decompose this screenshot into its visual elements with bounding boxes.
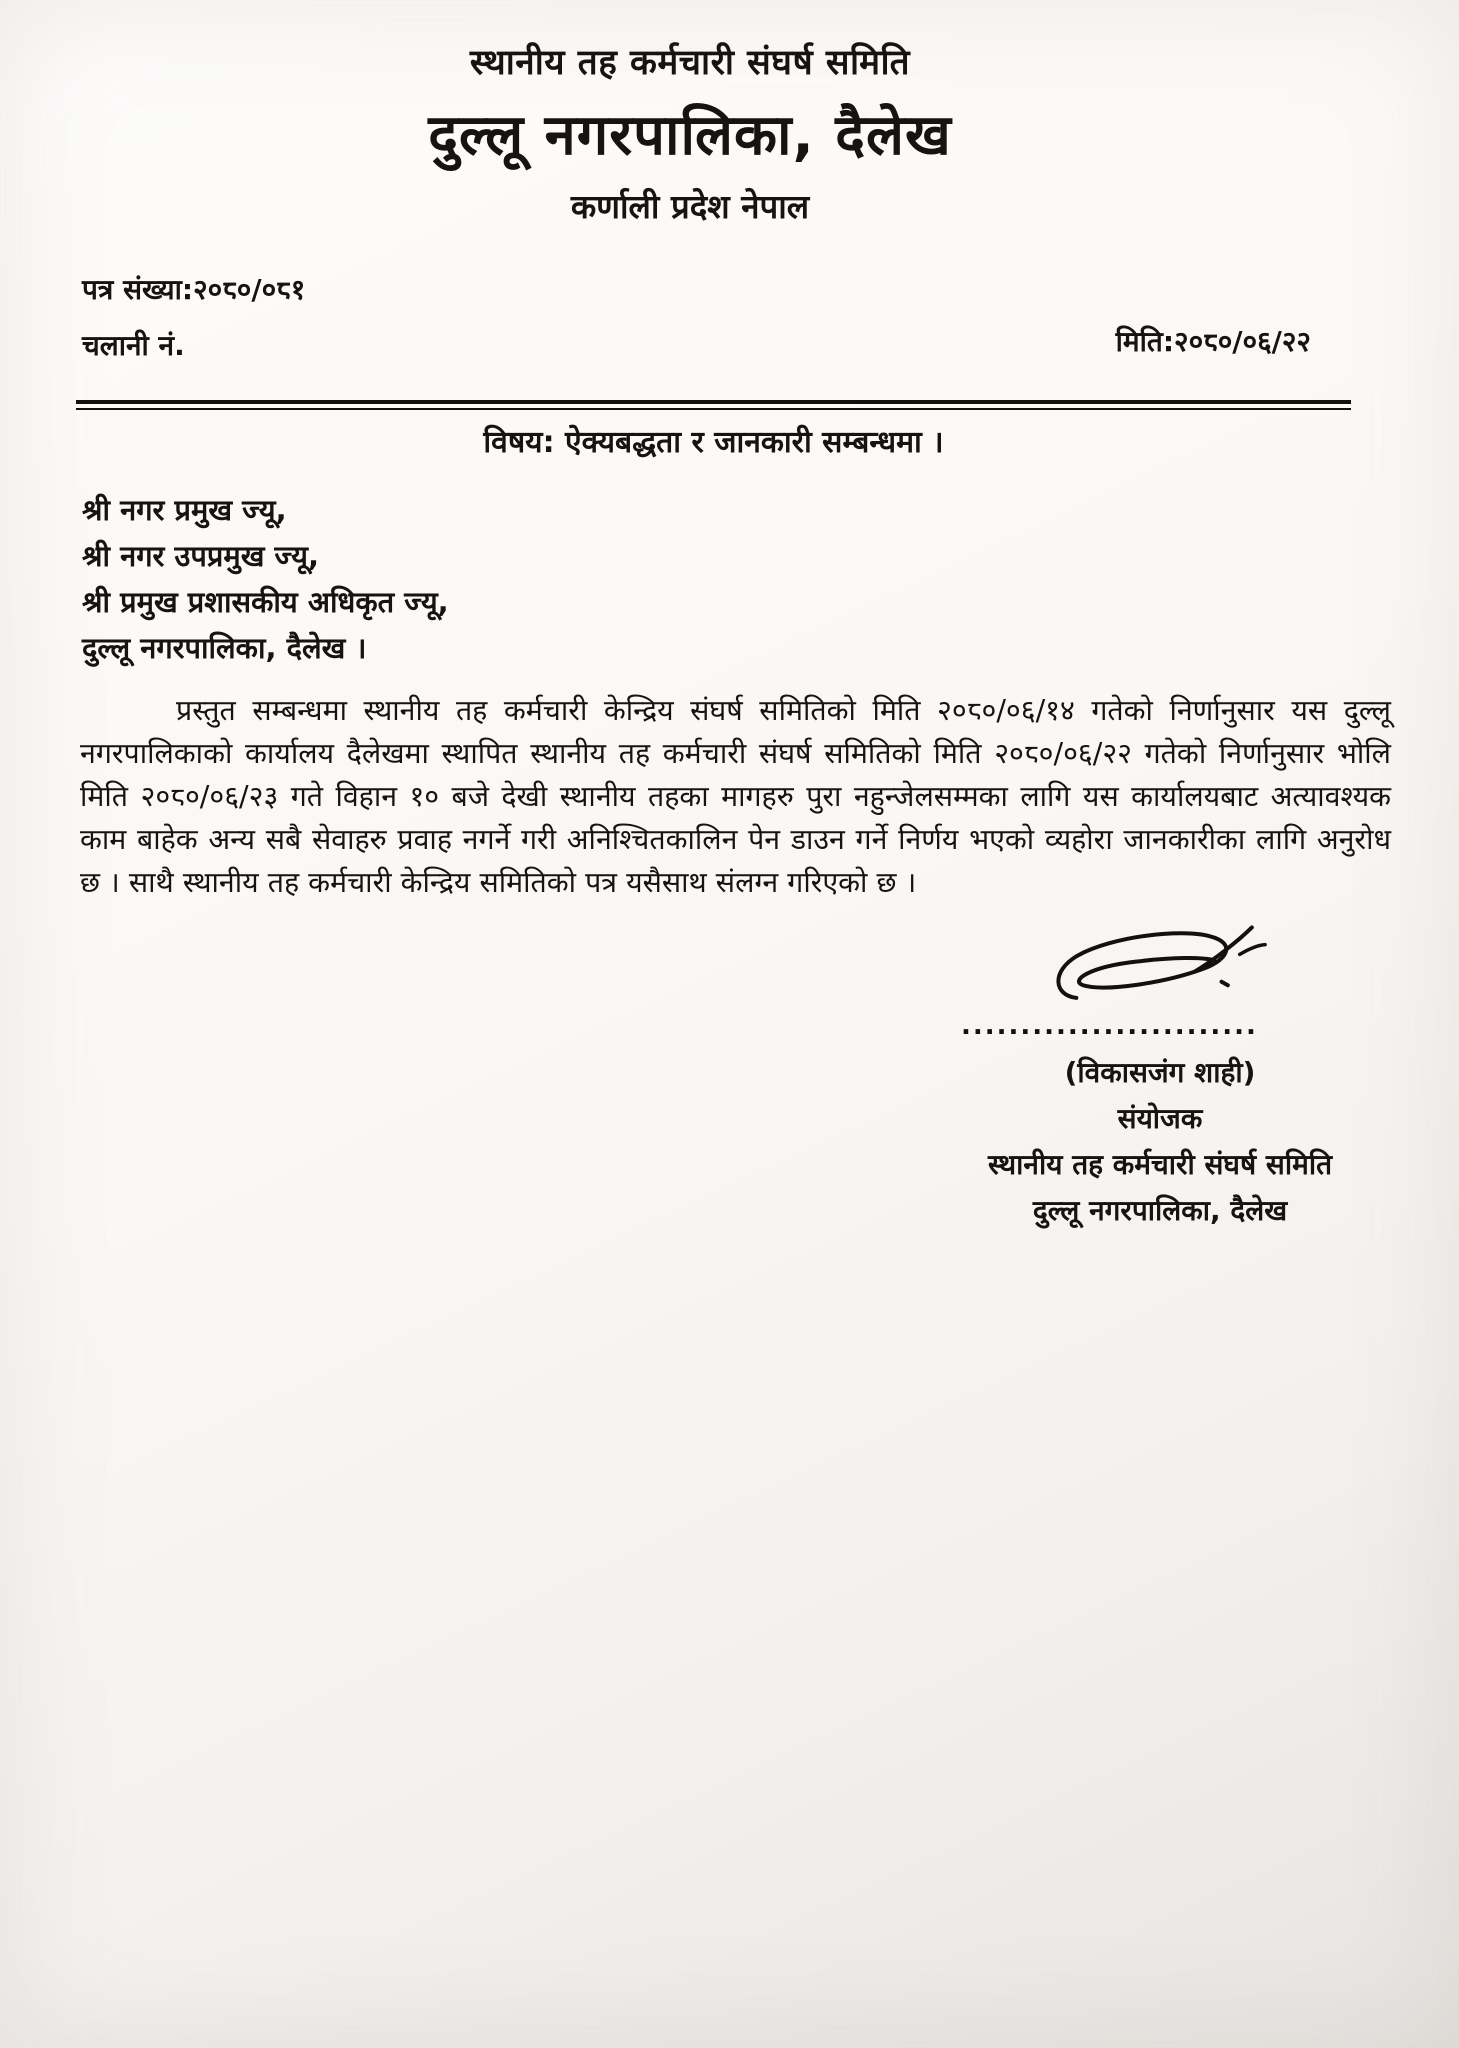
letterhead <box>0 0 1380 228</box>
letter-ref-number: पत्र संख्या:२०८०/०८१ <box>82 273 306 306</box>
handwritten-signature <box>1042 922 1278 1030</box>
addressee-deputy-mayor: श्री नगर उपप्रमुख ज्यू, <box>82 539 319 573</box>
letter-body-paragraph: प्रस्तुत सम्बन्धमा स्थानीय तह कर्मचारी केन्द्रिय संघर्ष समितिको मिति २०८०/०६/१४ गतेको निर्णानुसार यस दुल्लू नगरपालिकाको कार्यालय दैलेखमा स्थापित स्थानीय तह कर्मचारी संघर्ष समितिको मिति २०८०/०६/२२ गतेको निर्णानुसार भोलि मिति २०८०/०६/२३ गते विहान १० बजे देखी स्थानीय तहका मागहरु पुरा नहुन्जेलसम्मका लागि यस कार्यालयबाट अत्यावश्यक काम बाहेक अन्य सबै सेवाहरु प्रवाह नगर्ने गरी अनिश्चितकालिन पेन डाउन गर्ने निर्णय भएको व्यहोरा जानकारीका लागि अनुरोध छ । साथै स्थानीय तह कर्मचारी केन्द्रिय समितिको पत्र यसैसाथ संलग्न गरिएको छ । <box>80 694 1391 899</box>
addressee-list <box>82 487 1379 671</box>
letter-date: मिति:२०८०/०६/२२ <box>1115 325 1311 358</box>
addressee-mayor: श्री नगर प्रमुख ज्यू, <box>82 493 287 527</box>
addressee-chief-administrative-officer: श्री प्रमुख प्रशासकीय अधिकृत ज्यू, <box>82 585 449 619</box>
signatory-title: संयोजक <box>1117 1102 1203 1135</box>
letterhead-province-line: कर्णाली प्रदेश नेपाल <box>570 187 810 226</box>
letterhead-municipality-name: दुल्लू नगरपालिका, दैलेख <box>428 103 952 168</box>
signatory-name: (विकासजंग शाही) <box>1064 1056 1256 1089</box>
letterhead-divider-rule <box>76 400 1351 410</box>
signatory-organization: स्थानीय तह कर्मचारी संघर्ष समिति <box>987 1148 1333 1181</box>
dispatch-number-label: चलानी नं. <box>82 329 185 362</box>
signature-block <box>925 930 1395 1234</box>
letter-meta <box>82 270 1379 374</box>
signature-dotted-line: ......................... <box>961 1011 1258 1041</box>
signatory-municipality: दुल्लू नगरपालिका, दैलेख <box>1032 1194 1288 1227</box>
addressee-municipality: दुल्लू नगरपालिका, दैलेख । <box>82 631 367 665</box>
letterhead-committee-name: स्थानीय तह कर्मचारी संघर्ष समिति <box>469 43 911 83</box>
subject-line: विषय: ऐक्यबद्धता र जानकारी सम्बन्धमा । <box>483 425 944 460</box>
